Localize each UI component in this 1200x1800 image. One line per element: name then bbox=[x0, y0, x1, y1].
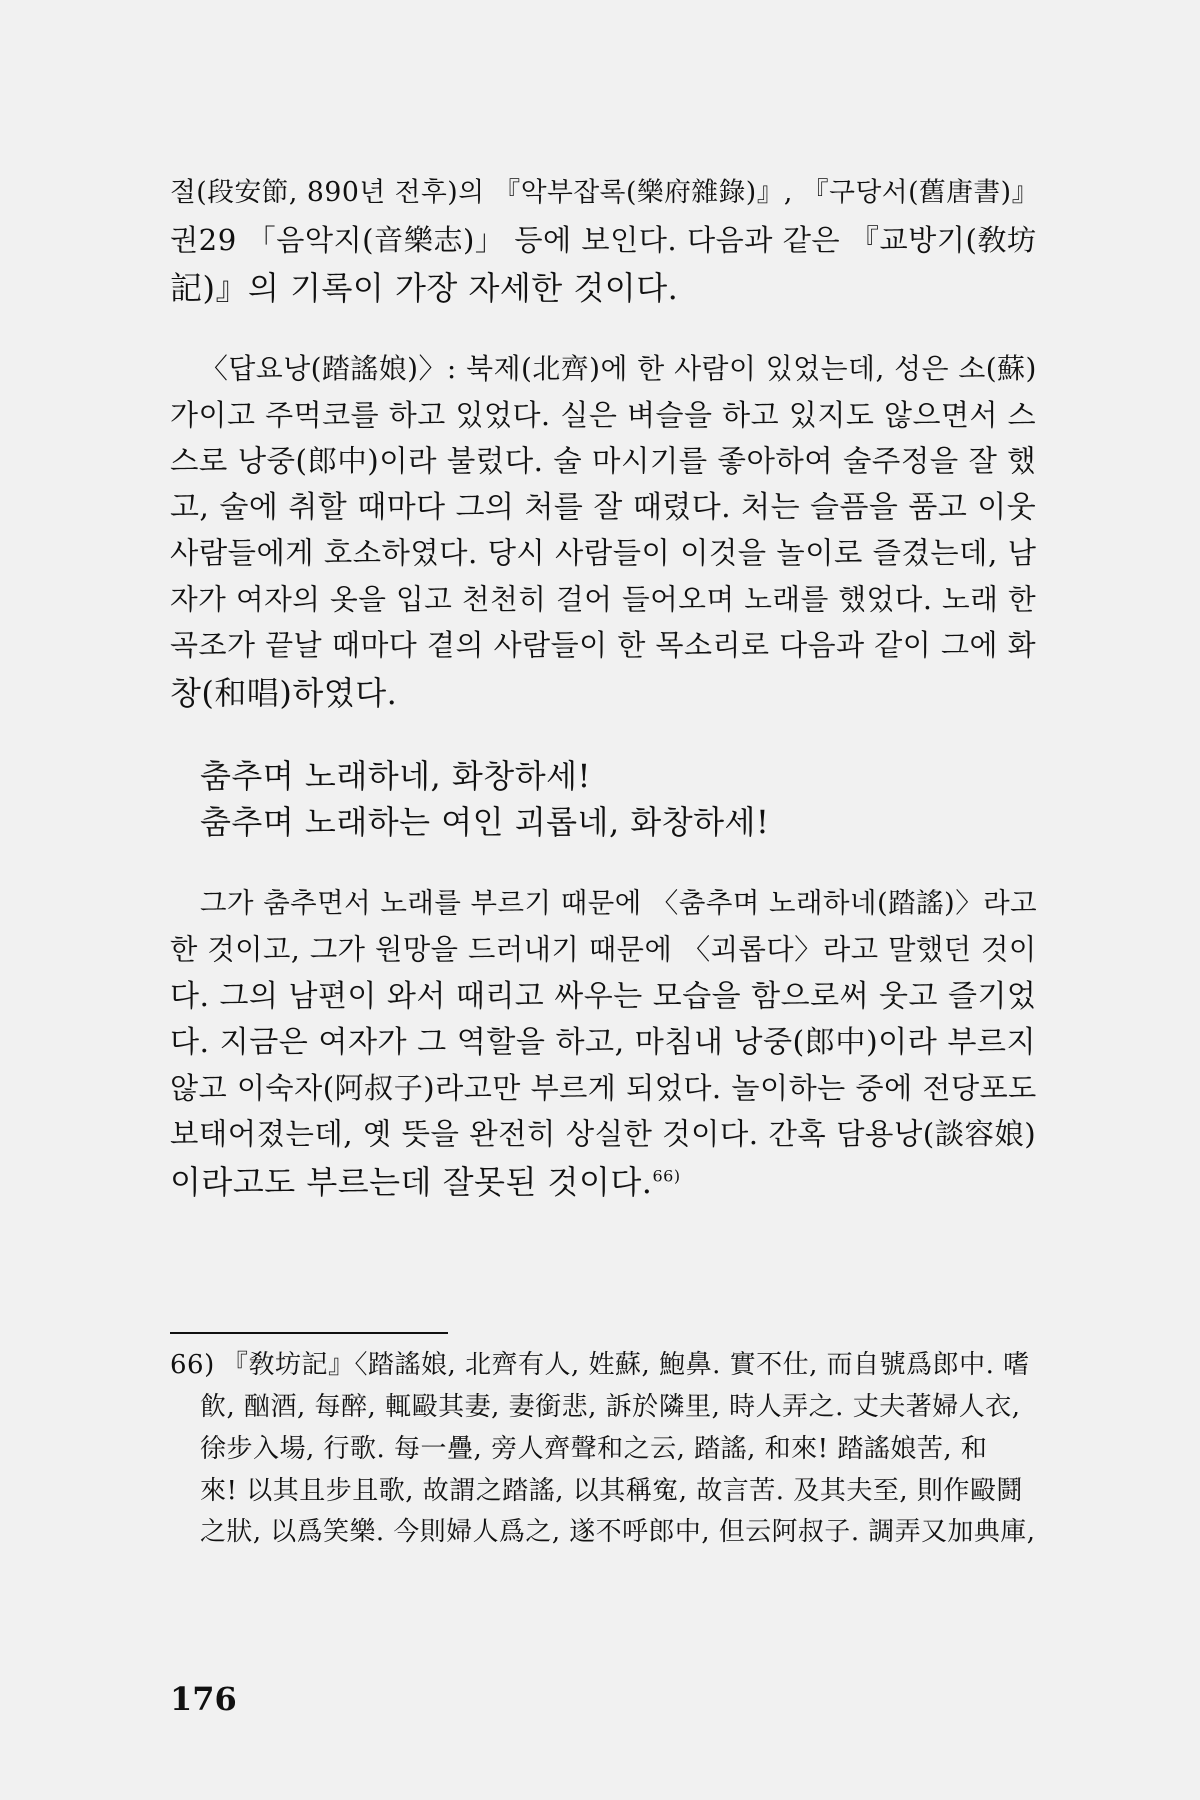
body-line: 한 것이고, 그가 원망을 드러내기 때문에 〈괴롭다〉라고 말했던 것이 bbox=[170, 933, 1037, 966]
body-line: 않고 이숙자(阿叔子)라고만 부르게 되었다. 놀이하는 중에 전당포도 bbox=[170, 1071, 1037, 1105]
intro-line: 記)』의 기록이 가장 자세한 것이다. bbox=[170, 269, 679, 307]
quote-line: 사람들에게 호소하였다. 당시 사람들이 이것을 놀이로 즐겼는데, 남 bbox=[170, 536, 1037, 570]
body-line-text: 이라고도 부르는데 잘못된 것이다. bbox=[170, 1163, 653, 1201]
quote-line: 창(和唱)하였다. bbox=[170, 674, 398, 712]
page-number: 176 bbox=[170, 1680, 237, 1718]
body-line: 보태어졌는데, 옛 뜻을 완전히 상실한 것이다. 간혹 담용낭(談容娘) bbox=[170, 1117, 1037, 1151]
quote-line: 스로 낭중(郎中)이라 불렀다. 술 마시기를 좋아하여 술주정을 잘 했 bbox=[170, 444, 1037, 478]
verse-line: 춤추며 노래하는 여인 괴롭네, 화창하세! bbox=[200, 803, 770, 841]
footnote-line: 來! 以其且步且歌, 故謂之踏謠, 以其稱寃, 故言苦. 及其夫至, 則作毆鬪 bbox=[200, 1476, 1023, 1506]
footnote-line: 『敎坊記』〈踏謠娘, 北齊有人, 姓蘇, 鮑鼻. 實不仕, 而自號爲郎中. 嗜 bbox=[222, 1350, 1030, 1380]
quote-line: 자가 여자의 옷을 입고 천천히 걸어 들어오며 노래를 했었다. 노래 한 bbox=[170, 582, 1037, 616]
verse-line: 춤추며 노래하네, 화창하세! bbox=[200, 757, 591, 795]
footnote-line: 之狀, 以爲笑樂. 今則婦人爲之, 遂不呼郎中, 但云阿叔子. 調弄又加典庫, bbox=[200, 1517, 1036, 1547]
intro-line: 절(段安節, 890년 전후)의 『악부잡록(樂府雜錄)』, 『구당서(舊唐書)』 bbox=[170, 177, 1039, 208]
body-line: 다. 지금은 여자가 그 역할을 하고, 마침내 낭중(郎中)이라 부르지 bbox=[170, 1025, 1037, 1060]
body-line bbox=[170, 1163, 681, 1201]
footnote-line: 徐步入場, 行歌. 每一疊, 旁人齊聲和之云, 踏謠, 和來! 踏謠娘苦, 和 bbox=[200, 1434, 988, 1464]
body-line: 그가 춤추면서 노래를 부르기 때문에 〈춤추며 노래하네(踏謠)〉라고 bbox=[200, 888, 1038, 919]
quote-line: 곡조가 끝날 때마다 곁의 사람들이 한 목소리로 다음과 같이 그에 화 bbox=[170, 628, 1037, 662]
body-line: 다. 그의 남편이 와서 때리고 싸우는 모습을 함으로써 웃고 즐기었 bbox=[170, 979, 1037, 1014]
footnote-line: 飮, 酗酒, 每醉, 輒毆其妻, 妻銜悲, 訴於隣里, 時人弄之. 丈夫著婦人衣, bbox=[200, 1392, 1021, 1422]
quote-line: 고, 술에 취할 때마다 그의 처를 잘 때렸다. 처는 슬픔을 품고 이웃 bbox=[170, 490, 1037, 525]
footnote-reference: 66) bbox=[652, 1166, 681, 1186]
footnote-divider bbox=[170, 1332, 448, 1334]
quote-line: 〈답요낭(踏謠娘)〉: 북제(北齊)에 한 사람이 있었는데, 성은 소(蘇) bbox=[200, 352, 1037, 385]
footnote-number: 66) bbox=[170, 1350, 215, 1380]
quote-line: 가이고 주먹코를 하고 있었다. 실은 벼슬을 하고 있지도 않으면서 스 bbox=[170, 398, 1037, 432]
intro-line: 권29 「음악지(音樂志)」 등에 보인다. 다음과 같은 『교방기(敎坊 bbox=[170, 223, 1037, 257]
